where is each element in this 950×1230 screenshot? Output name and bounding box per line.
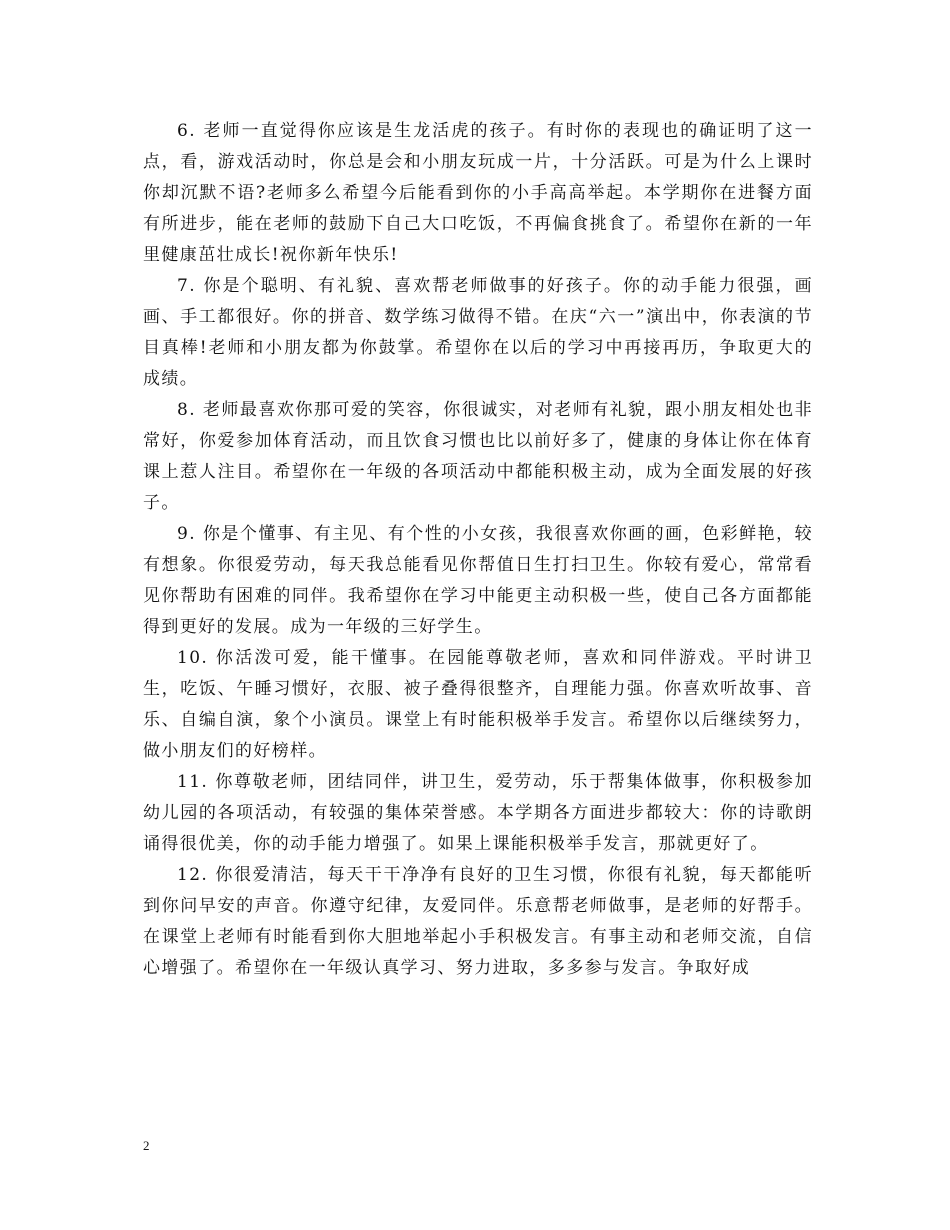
paragraph-comment-12: 12. 你很爱清洁，每天干干净净有良好的卫生习惯，你很有礼貌，每天都能听到你问早安的声音。你遵守纪律，友爱同伴。乐意帮老师做事，是老师的好帮手。在课堂上老师有时能看到你大胆地举起小手积极发言。有事主动和老师交流，自信心增强了。希望你在一年级认真学习、努力进取，多多参与发言。争取好成 xyxy=(143,865,813,978)
paragraph-comment-9: 9. 你是个懂事、有主见、有个性的小女孩，我很喜欢你画的画，色彩鲜艳，较有想象。你很爱劳动，每天我总能看见你帮值日生打扫卫生。你较有爱心，常常看见你帮助有困难的同伴。我希望你在学习中能更主动积极一些，使自己各方面都能得到更好的发展。成为一年级的三好学生。 xyxy=(143,524,813,637)
paragraph-comment-8: 8. 老师最喜欢你那可爱的笑容，你很诚实，对老师有礼貌，跟小朋友相处也非常好，你爱参加体育活动，而且饮食习惯也比以前好多了，健康的身体让你在体育课上惹人注目。希望你在一年级的各项活动中都能积极主动，成为全面发展的好孩子。 xyxy=(143,400,813,513)
paragraph-comment-11: 11. 你尊敬老师，团结同伴，讲卫生，爱劳动，乐于帮集体做事，你积极参加幼儿园的各项活动，有较强的集体荣誉感。本学期各方面进步都较大：你的诗歌朗诵得很优美，你的动手能力增强了。如果上课能积极举手发言，那就更好了。 xyxy=(143,772,813,854)
paragraph-comment-10: 10. 你活泼可爱，能干懂事。在园能尊敬老师，喜欢和同伴游戏。平时讲卫生，吃饭、午睡习惯好，衣服、被子叠得很整齐，自理能力强。你喜欢听故事、音乐、自编自演，象个小演员。课堂上有时能积极举手发言。希望你以后继续努力，做小朋友们的好榜样。 xyxy=(143,648,813,761)
document-body xyxy=(143,116,813,984)
paragraph-comment-6: 6. 老师一直觉得你应该是生龙活虎的孩子。有时你的表现也的确证明了这一点，看，游戏活动时，你总是会和小朋友玩成一片，十分活跃。可是为什么上课时你却沉默不语?老师多么希望今后能看到你的小手高高举起。本学期你在进餐方面有所进步，能在老师的鼓励下自己大口吃饭，不再偏食挑食了。希望你在新的一年里健康茁壮成长!祝你新年快乐! xyxy=(143,121,813,265)
paragraph-comment-7: 7. 你是个聪明、有礼貌、喜欢帮老师做事的好孩子。你的动手能力很强，画画、手工都很好。你的拼音、数学练习做得不错。在庆“六一”演出中，你表演的节目真棒!老师和小朋友都为你鼓掌。希望你在以后的学习中再接再历，争取更大的成绩。 xyxy=(143,276,813,389)
page-number: 2 xyxy=(143,1138,150,1153)
